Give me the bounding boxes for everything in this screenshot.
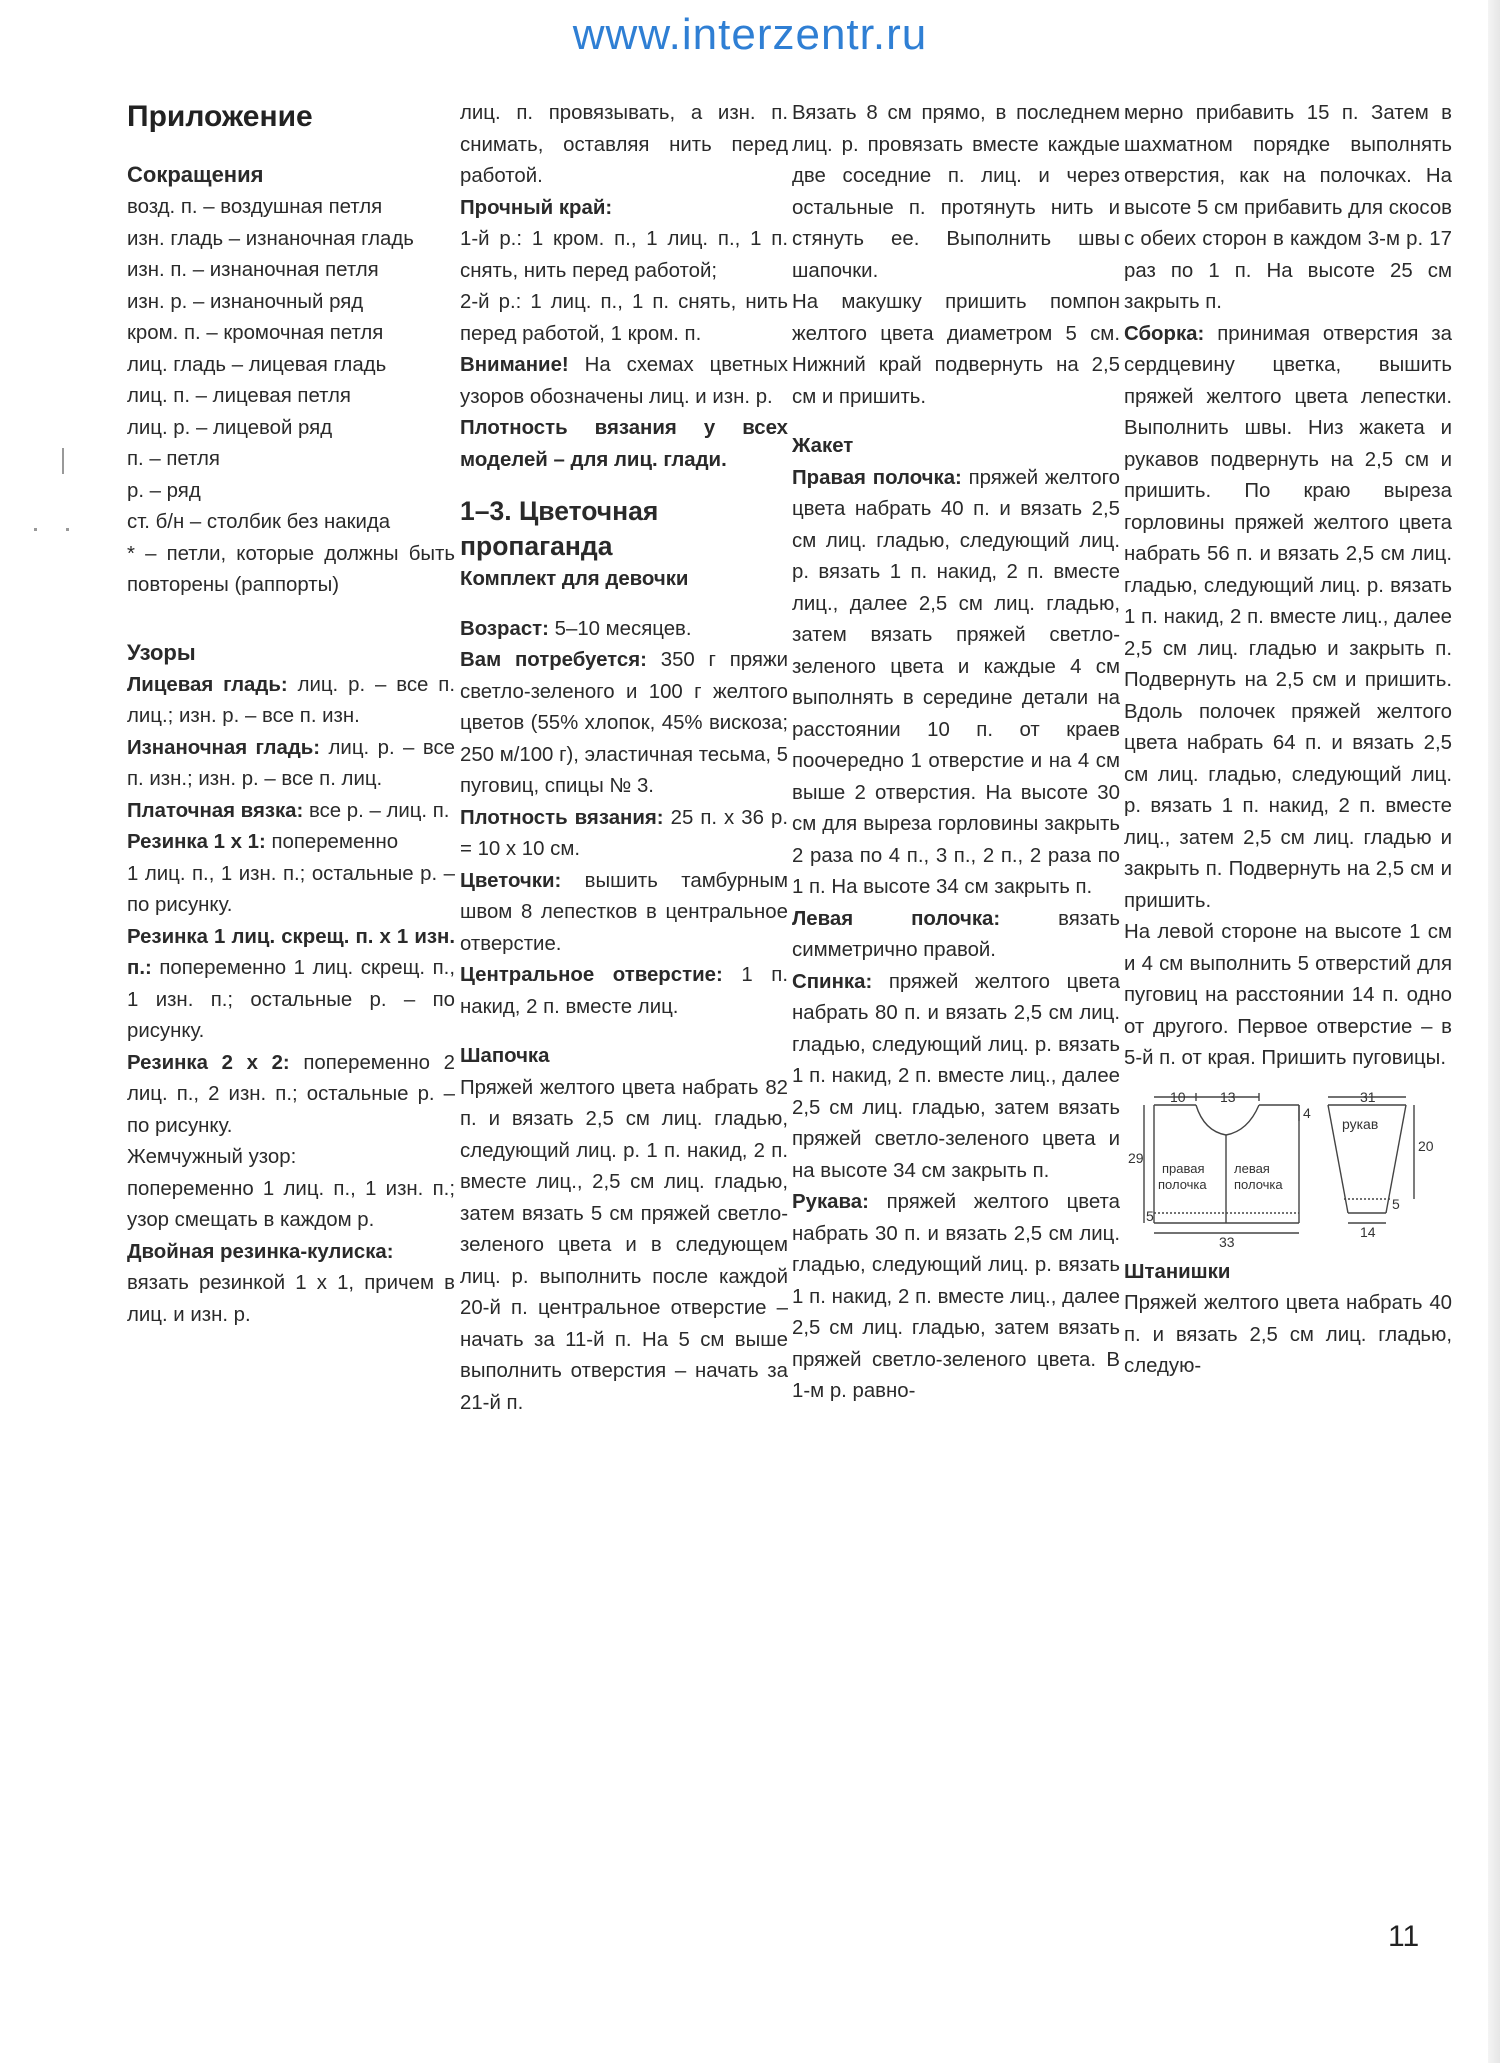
pattern-text: все р. – лиц. п. bbox=[303, 799, 450, 822]
attention-label: Внимание! bbox=[460, 354, 569, 376]
abbreviations-list bbox=[127, 192, 455, 602]
pants-text: Пряжей желтого цвета набрать 40 п. и вязать 2,5 см лиц. гладью, следую- bbox=[1124, 1292, 1452, 1377]
flowers-label: Цветочки: bbox=[460, 869, 562, 892]
center-hole-text: 1 п. накид, 2 п. вместе лиц. bbox=[460, 964, 788, 1018]
pattern-text: вязать резинкой 1 х 1, причем в лиц. и изн. р. bbox=[127, 1272, 455, 1326]
flowers bbox=[460, 866, 788, 961]
abbr-item: кром. п. – кромочная петля bbox=[127, 322, 384, 344]
column-4 bbox=[1124, 98, 1452, 1383]
left-front-label: Левая полочка: bbox=[792, 907, 1001, 930]
sleeves bbox=[792, 1187, 1120, 1408]
pattern-label: Лицевая гладь: bbox=[127, 673, 288, 696]
center-hole bbox=[460, 960, 788, 1023]
pattern-item bbox=[127, 1142, 455, 1174]
jacket-schematic bbox=[1124, 1091, 1452, 1251]
dim-label: 20 bbox=[1418, 1137, 1434, 1154]
left-front bbox=[792, 904, 1120, 967]
back-text: пряжей желтого цвета набрать 80 п. и вязать 2,5 см лиц. гладью, следующий лиц. р. вязать 1 п. накид, 2 п. вместе лиц., далее 2,5 см лиц. гладью, затем вязать пряжей светло-зеленого цвета и на высоте 34 см закрыть п. bbox=[792, 970, 1120, 1182]
column-3 bbox=[792, 98, 1120, 1408]
attention-note bbox=[460, 350, 788, 413]
pants-heading: Штанишки bbox=[1124, 1260, 1231, 1283]
pattern-label: Платочная вязка: bbox=[127, 799, 304, 822]
assembly bbox=[1124, 319, 1452, 918]
abbr-item: изн. п. – изнаночная петля bbox=[127, 259, 379, 281]
pattern-text: лиц. р. – все п. изн.; изн. р. – все п. лиц. bbox=[127, 736, 455, 790]
abbr-item: лиц. п. – лицевая петля bbox=[127, 385, 351, 407]
pattern-text: лиц. р. – все п. лиц.; изн. р. – все п. изн. bbox=[127, 673, 455, 727]
pattern-text: попеременно bbox=[265, 831, 399, 853]
project-subtitle: Комплект для девочки bbox=[460, 568, 689, 590]
abbr-item: лиц. гладь – лицевая гладь bbox=[127, 353, 387, 376]
appendix-title: Приложение bbox=[127, 100, 313, 133]
edge-row-2: 2-й р.: 1 лиц. п., 1 п. снять, нить перед работой, 1 кром. п. bbox=[460, 291, 788, 345]
back-label: Спинка: bbox=[792, 970, 873, 993]
gauge bbox=[460, 803, 788, 866]
abbr-item: * – петли, которые должны быть повторены (раппорты) bbox=[127, 542, 455, 596]
hat-text: Пряжей желтого цвета набрать 82 п. и вязать 2,5 см лиц. гладью, следующий лиц. р. 1 п. накид, 2 п. вместе лиц., 2,5 см лиц. гладью, затем вязать 5 см пряжей светло-зеленого цвета и в следующем лиц. р. выполнить после каждой 20-й п. центральное отверстие – начать за 11-й п. На 5 см выше выполнить отверстия – начать за 21-й п. bbox=[460, 1076, 788, 1414]
right-front bbox=[792, 463, 1120, 904]
pattern-label: Двойная резинка-кулиска: bbox=[127, 1240, 394, 1263]
edge-heading: Прочный край: bbox=[460, 196, 613, 219]
pompom-text: На макушку пришить помпон желтого цвета диаметром 5 см. Нижний край подвернуть на 2,5 см и пришить. bbox=[792, 291, 1120, 408]
pattern-item bbox=[127, 922, 455, 1048]
abbr-item: возд. п. – воздушная петля bbox=[127, 196, 383, 218]
patterns-list bbox=[127, 670, 455, 1332]
dim-label: 5 bbox=[1392, 1195, 1400, 1212]
hat-heading: Шапочка bbox=[460, 1045, 550, 1067]
dim-label: 33 bbox=[1219, 1233, 1235, 1250]
pattern-text: попеременно 1 лиц. скрещ. п., 1 изн. п.; остальные р. – по рисунку. bbox=[127, 957, 455, 1042]
dim-label: 5 bbox=[1146, 1207, 1154, 1224]
right-front-label: Правая полочка: bbox=[792, 466, 962, 489]
assembly-text: принимая отверстия за сердцевину цветка, вышить пряжей желтого цвета лепестки. Выполнить швы. Низ жакета и рукавов подвернуть на 2,5 см и пришить. По краю выреза горловины пряжей желтого цвета набрать 56 п. и вязать 2,5 см лиц. гладью, следующий лиц. р. вязать 1 п. накид, 2 п. вместе лиц., далее 2,5 см лиц. гладью и закрыть п. Подвернуть на 2,5 см и пришить. Вдоль полочек пряжей желтого цвета набрать 64 п. и вязать 2,5 см лиц. гладью, следующий лиц. р. вязать 1 п. накид, 2 п. вместе лиц., затем 2,5 см лиц. гладью и закрыть п. Подвернуть на 2,5 см и пришить. bbox=[1124, 322, 1452, 912]
edge-row-1: 1-й р.: 1 кром. п., 1 лиц. п., 1 п. снять, нить перед работой; bbox=[460, 228, 788, 282]
abbr-item: ст. б/н – столбик без накида bbox=[127, 511, 391, 533]
pattern-item bbox=[127, 670, 455, 733]
sleeves-text: пряжей желтого цвета набрать 30 п. и вязать 2,5 см лиц. гладью, следующий лиц. р. вязать 1 п. накид, 2 п. вместе лиц., далее 2,5 см лиц. гладью, затем вязать пряжей светло-зеленого цвета. В 1-м р. равно- bbox=[792, 1191, 1120, 1402]
abbreviations-heading: Сокращения bbox=[127, 162, 264, 187]
age-text: 5–10 месяцев. bbox=[548, 617, 692, 640]
dim-label: 14 bbox=[1360, 1223, 1376, 1240]
pattern-text: 1 лиц. п., 1 изн. п.; остальные р. – по рисунку. bbox=[127, 862, 455, 916]
flowers-text: вышить тамбурным швом 8 лепестков в центральное отверстие. bbox=[460, 869, 788, 955]
dim-label: 13 bbox=[1220, 1090, 1236, 1105]
abbr-item: п. – петля bbox=[127, 448, 220, 470]
dim-label: 10 bbox=[1170, 1090, 1186, 1105]
page-edge-shadow bbox=[1488, 0, 1500, 2063]
sleeves-continuation: мерно прибавить 15 п. Затем в шахматном порядке выполнять отверстия, как на полочках. На высоте 5 см прибавить для скосов с обеих сторон в каждом 3-м р. 17 раз по 1 п. На высоте 25 см закрыть п. bbox=[1124, 102, 1452, 313]
hat-continuation: Вязать 8 см прямо, в последнем лиц. р. провязать вместе каждые две соседние п. лиц. и через остальные п. протянуть нить и стянуть ее. Выполнить швы шапочки. bbox=[792, 102, 1120, 282]
column-2 bbox=[460, 98, 788, 1419]
pattern-item bbox=[127, 796, 455, 828]
left-front-text: вязать симметрично правой. bbox=[792, 907, 1120, 961]
materials bbox=[460, 645, 788, 803]
abbr-item: изн. гладь – изнаночная гладь bbox=[127, 227, 414, 250]
dim-label: 31 bbox=[1360, 1090, 1376, 1105]
jacket-heading: Жакет bbox=[792, 435, 854, 457]
patterns-heading: Узоры bbox=[127, 639, 196, 665]
abbr-item: изн. р. – изнаночный ряд bbox=[127, 290, 364, 313]
project-title: 1–3. Цветочная пропаганда bbox=[460, 496, 659, 561]
abbr-item: р. – ряд bbox=[127, 479, 201, 502]
gauge-label: Плотность вязания: bbox=[460, 806, 664, 829]
pattern-item bbox=[127, 1174, 455, 1237]
pattern-item bbox=[127, 859, 455, 922]
pattern-item bbox=[127, 827, 455, 859]
right-front-label: правая bbox=[1162, 1160, 1205, 1176]
buttonholes-text: На левой стороне на высоте 1 см и 4 см выполнить 5 отверстий для пуговиц на расстоянии 14 п. одно от другого. Первое отверстие – в 5-й п. от края. Пришить пуговицы. bbox=[1124, 921, 1452, 1069]
density-note: Плотность вязания у всех моделей – для лиц. глади. bbox=[460, 417, 788, 471]
dim-label: 29 bbox=[1128, 1149, 1144, 1166]
age-label: Возраст: bbox=[460, 617, 549, 640]
age bbox=[460, 614, 788, 646]
scan-dot bbox=[34, 528, 37, 531]
pattern-label: Резинка 2 х 2: bbox=[127, 1051, 290, 1074]
pattern-label: Изнаночная гладь: bbox=[127, 736, 321, 759]
materials-label: Вам потребуется: bbox=[460, 649, 647, 671]
dim-label: 4 bbox=[1303, 1104, 1311, 1121]
column-1 bbox=[127, 98, 455, 1331]
gauge-text: 25 п. х 36 р. = 10 х 10 см. bbox=[460, 806, 788, 860]
pattern-label: Резинка 1 х 1: bbox=[127, 831, 266, 853]
pattern-text: Жемчужный узор: bbox=[127, 1146, 297, 1168]
pattern-item bbox=[127, 733, 455, 796]
assembly-label: Сборка: bbox=[1124, 322, 1205, 345]
pattern-continuation: лиц. п. провязывать, а изн. п. снимать, оставляя нить перед работой. bbox=[460, 102, 788, 187]
abbr-item: лиц. р. – лицевой ряд bbox=[127, 416, 333, 439]
right-front-label: полочка bbox=[1158, 1176, 1207, 1192]
materials-text: 350 г пряжи светло-зеленого и 100 г желтого цветов (55% хлопок, 45% вискоза; 250 м/100 г), эластичная тесьма, 5 пуговиц, спицы № 3. bbox=[460, 649, 788, 797]
left-front-label: левая bbox=[1234, 1160, 1270, 1176]
right-front-text: пряжей желтого цвета набрать 40 п. и вязать 2,5 см лиц. гладью, следующий лиц. р. вязать 1 п. накид, 2 п. вместе лиц., далее 2,5 см лиц. гладью, затем вязать пряжей светло-зеленого цвета и каждые 4 см выполнять в середине детали на расстоянии 10 п. от краев поочередно 1 отверстие и на 4 см выше 2 отверстия. На высоте 30 см для выреза горловины закрыть 2 раза по 4 п., 3 п., 2 п., 2 раза по 1 п. На высоте 34 см закрыть п. bbox=[792, 466, 1120, 898]
jacket-schematic-svg bbox=[1124, 1091, 1452, 1251]
page-number: 11 bbox=[1388, 1920, 1420, 1953]
neckline bbox=[1196, 1105, 1259, 1135]
pattern-label: Резинка 1 лиц. скрещ. п. х 1 изн. п.: bbox=[127, 925, 455, 979]
scan-dot bbox=[66, 528, 69, 531]
pattern-text: попеременно 1 лиц. п., 1 изн. п.; узор смещать в каждом р. bbox=[127, 1177, 455, 1231]
sleeve-label: рукав bbox=[1342, 1115, 1379, 1132]
pattern-item bbox=[127, 1237, 455, 1269]
center-hole-label: Центральное отверстие: bbox=[460, 964, 723, 986]
pattern-text: попеременно 2 лиц. п., 2 изн. п.; остальные р. – по рисунку. bbox=[127, 1051, 455, 1137]
attention-text: На схемах цветных узоров обозначены лиц. и изн. р. bbox=[460, 354, 788, 408]
scan-mark bbox=[62, 448, 64, 474]
pattern-item bbox=[127, 1048, 455, 1143]
sleeves-label: Рукава: bbox=[792, 1191, 869, 1213]
pattern-item bbox=[127, 1268, 455, 1331]
left-front-label: полочка bbox=[1234, 1176, 1283, 1192]
site-url[interactable]: www.interzentr.ru bbox=[572, 10, 928, 59]
back bbox=[792, 967, 1120, 1188]
